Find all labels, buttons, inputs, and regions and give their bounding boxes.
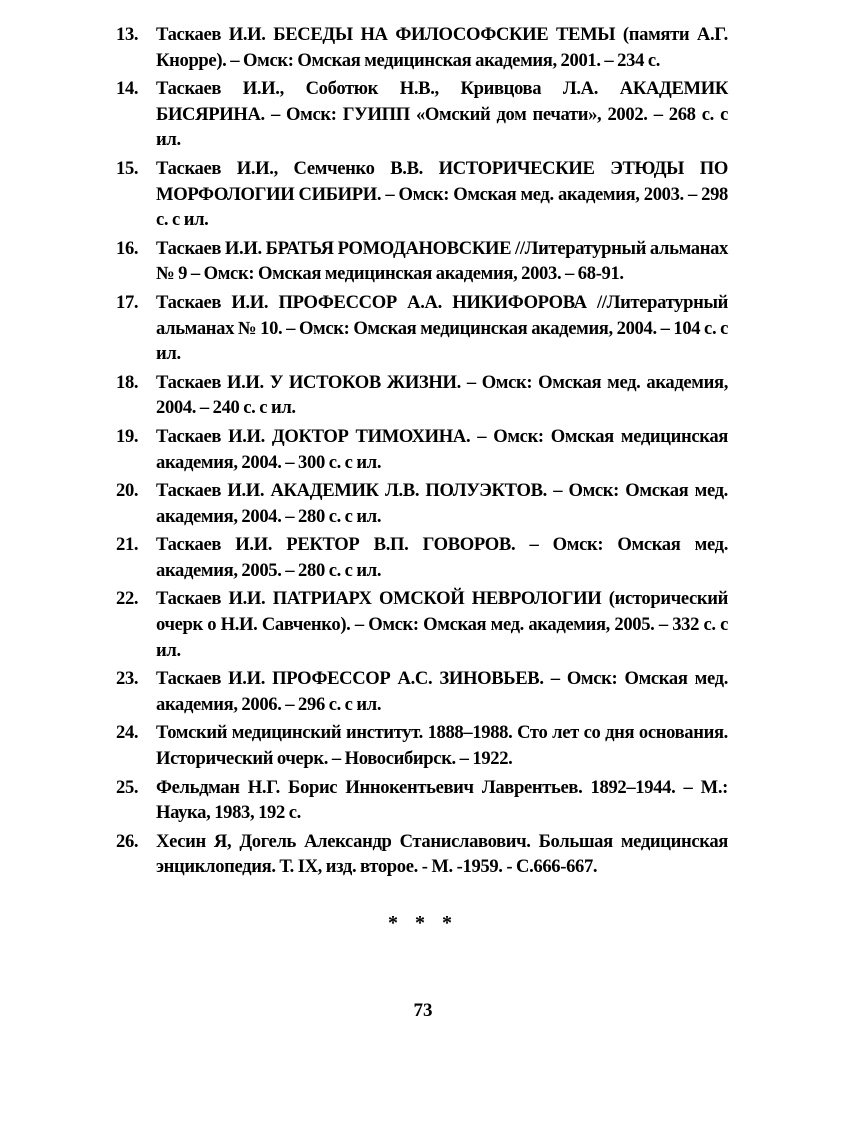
reference-item: [116, 370, 728, 421]
reference-item: [116, 666, 728, 717]
reference-number: 24.: [116, 722, 139, 744]
reference-item: [116, 532, 728, 583]
reference-item: [116, 829, 728, 880]
reference-number: 25.: [116, 776, 139, 798]
reference-number: 16.: [116, 237, 139, 259]
reference-number: 21.: [116, 534, 139, 556]
reference-text: Таскаев И.И. ДОКТОР ТИМОХИНА. – Омск: Омская медицинская академия, 2004. – 300 с. с ил.: [156, 425, 728, 473]
reference-item: [116, 290, 728, 367]
reference-text: Таскаев И.И. БЕСЕДЫ НА ФИЛОСОФСКИЕ ТЕМЫ (памяти А.Г. Кнорре). – Омск: Омская медицинская академия, 2001. – 234 с.: [156, 24, 728, 71]
reference-number: 23.: [116, 668, 139, 690]
reference-number: 17.: [116, 291, 139, 313]
reference-text: Фельдман Н.Г. Борис Иннокентьевич Лаврентьев. 1892–1944. – М.: Наука, 1983, 192 с.: [156, 776, 728, 824]
reference-number: 13.: [116, 24, 139, 45]
reference-item: [116, 236, 728, 287]
reference-number: 26.: [116, 830, 139, 852]
reference-text: Таскаев И.И., Семченко В.В. ИСТОРИЧЕСКИЕ ЭТЮДЫ ПО МОРФОЛОГИИ СИБИРИ. – Омск: Омская мед. академия, 2003. – 298 с. с ил.: [156, 157, 728, 231]
reference-item: [116, 76, 728, 153]
page-number: 73: [413, 1000, 433, 1021]
reference-item: [116, 478, 728, 529]
reference-text: Таскаев И.И. РЕКТОР В.П. ГОВОРОВ. – Омск: Омская мед. академия, 2005. – 280 с. с ил.: [156, 534, 728, 581]
reference-text: Томский медицинский институт. 1888–1988. Сто лет со дня основания. Исторический очерк. – Новосибирск. – 1922.: [156, 722, 728, 770]
reference-number: 20.: [116, 480, 139, 502]
reference-number: 22.: [116, 588, 139, 610]
reference-number: 14.: [116, 78, 139, 100]
reference-text: Хесин Я, Догель Александр Станиславович. Большая медицинская энциклопедия. Т. IX, изд. второе. - М. -1959. - С.666-667.: [156, 830, 728, 878]
reference-item: [116, 156, 728, 233]
reference-text: Таскаев И.И. БРАТЬЯ РОМОДАНОВСКИЕ //Литературный альманах № 9 – Омск: Омская медицинская академия, 2003. – 68-91.: [156, 237, 728, 285]
reference-text: Таскаев И.И. ПРОФЕССОР А.А. НИКИФОРОВА //Литературный альманах № 10. – Омск: Омская медицинская академия, 2004. – 104 с. с ил.: [156, 291, 728, 365]
reference-number: 19.: [116, 425, 139, 447]
reference-text: Таскаев И.И., Соботюк Н.В., Кривцова Л.А. АКАДЕМИК БИСЯРИНА. – Омск: ГУИПП «Омский дом печати», 2002. – 268 с. с ил.: [156, 78, 728, 151]
reference-number: 15.: [116, 157, 139, 179]
reference-item: [116, 720, 728, 771]
reference-number: 18.: [116, 371, 139, 393]
reference-item: [116, 424, 728, 475]
reference-item: [116, 22, 728, 73]
reference-text: Таскаев И.И. ПАТРИАРХ ОМСКОЙ НЕВРОЛОГИИ (исторический очерк о Н.И. Савченко). – Омск: Омская мед. академия, 2005. – 332 с. с ил.: [156, 588, 728, 661]
reference-text: Таскаев И.И. У ИСТОКОВ ЖИЗНИ. – Омск: Омская мед. академия, 2004. – 240 с. с ил.: [156, 371, 728, 419]
reference-text: Таскаев И.И. ПРОФЕССОР А.С. ЗИНОВЬЕВ. – Омск: Омская мед. академия, 2006. – 296 с. с ил.: [156, 668, 728, 715]
reference-item: [116, 586, 728, 663]
reference-text: Таскаев И.И. АКАДЕМИК Л.В. ПОЛУЭКТОВ. – Омск: Омская мед. академия, 2004. – 280 с. с ил.: [156, 480, 728, 527]
section-separator: * * *: [388, 912, 458, 934]
reference-list: [116, 22, 728, 883]
reference-item: [116, 775, 728, 826]
